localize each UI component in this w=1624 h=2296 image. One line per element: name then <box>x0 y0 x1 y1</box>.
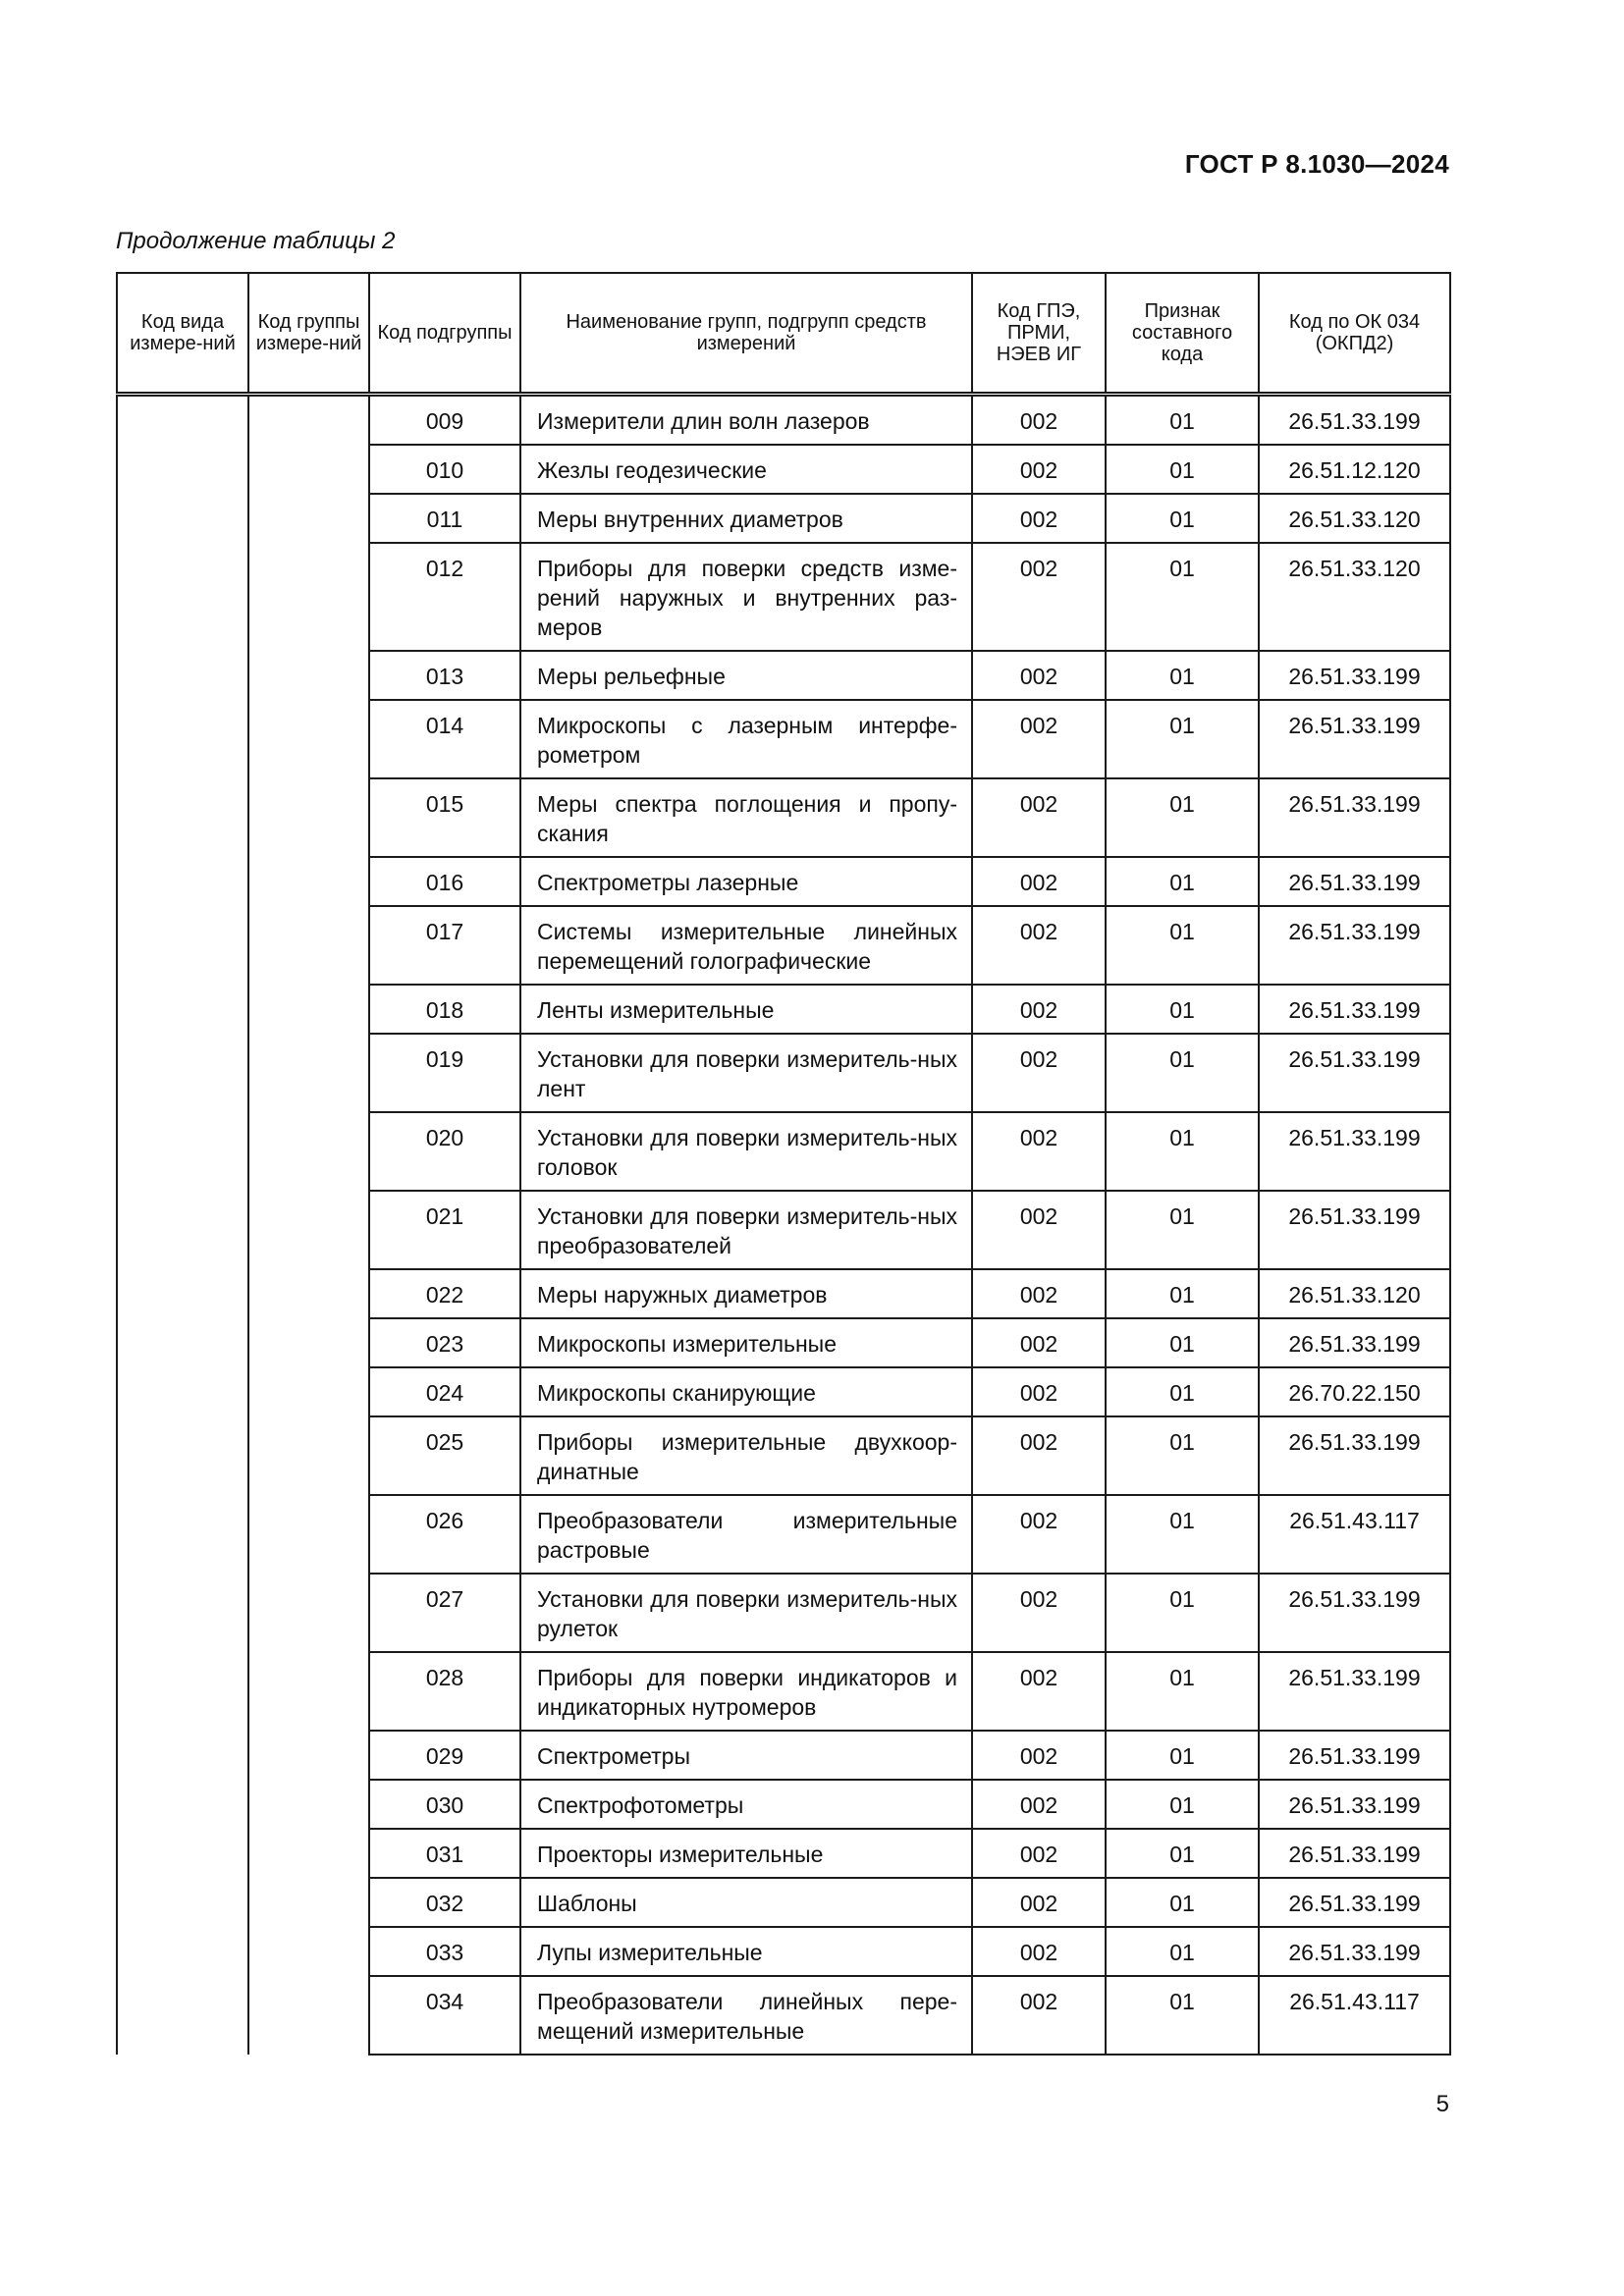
cell-composite-sign: 01 <box>1106 445 1259 494</box>
col-header-group: Код группы измере-ний <box>248 273 369 395</box>
cell-subgroup-code: 017 <box>369 906 520 985</box>
cell-okpd-code: 26.51.33.199 <box>1259 651 1450 700</box>
cell-name: Спектрометры <box>520 1731 972 1780</box>
cell-name: Шаблоны <box>520 1878 972 1927</box>
cell-okpd-code: 26.51.43.117 <box>1259 1976 1450 2055</box>
cell-okpd-code: 26.51.33.199 <box>1259 700 1450 778</box>
cell-composite-sign: 01 <box>1106 1416 1259 1495</box>
cell-name: Лупы измерительные <box>520 1927 972 1976</box>
cell-gpe-code: 002 <box>972 395 1106 446</box>
cell-gpe-code: 002 <box>972 651 1106 700</box>
cell-composite-sign: 01 <box>1106 543 1259 651</box>
cell-composite-sign: 01 <box>1106 1652 1259 1731</box>
cell-name: Установки для поверки измеритель-ных головок <box>520 1112 972 1191</box>
cell-group-merged <box>248 395 369 2056</box>
cell-name: Приборы измерительные двухкоор-динатные <box>520 1416 972 1495</box>
cell-okpd-code: 26.70.22.150 <box>1259 1367 1450 1416</box>
cell-name: Микроскопы сканирующие <box>520 1367 972 1416</box>
cell-composite-sign: 01 <box>1106 651 1259 700</box>
cell-name: Проекторы измерительные <box>520 1829 972 1878</box>
page-number: 5 <box>1435 2091 1449 2117</box>
table-caption: Продолжение таблицы 2 <box>116 228 396 254</box>
cell-subgroup-code: 026 <box>369 1495 520 1574</box>
cell-subgroup-code: 029 <box>369 1731 520 1780</box>
cell-okpd-code: 26.51.33.199 <box>1259 1927 1450 1976</box>
cell-name: Спектрометры лазерные <box>520 857 972 906</box>
cell-composite-sign: 01 <box>1106 494 1259 543</box>
cell-composite-sign: 01 <box>1106 1034 1259 1112</box>
cell-subgroup-code: 030 <box>369 1780 520 1829</box>
cell-name: Микроскопы измерительные <box>520 1318 972 1367</box>
cell-gpe-code: 002 <box>972 1416 1106 1495</box>
classification-table <box>116 272 1451 2056</box>
cell-gpe-code: 002 <box>972 1780 1106 1829</box>
cell-okpd-code: 26.51.33.199 <box>1259 1829 1450 1878</box>
cell-gpe-code: 002 <box>972 1034 1106 1112</box>
cell-subgroup-code: 018 <box>369 985 520 1034</box>
cell-okpd-code: 26.51.33.199 <box>1259 1318 1450 1367</box>
cell-subgroup-code: 019 <box>369 1034 520 1112</box>
cell-composite-sign: 01 <box>1106 778 1259 857</box>
col-header-okpd: Код по ОК 034 (ОКПД2) <box>1259 273 1450 395</box>
cell-composite-sign: 01 <box>1106 1829 1259 1878</box>
col-header-subgroup: Код подгруппы <box>369 273 520 395</box>
table-row <box>117 395 1450 446</box>
cell-subgroup-code: 025 <box>369 1416 520 1495</box>
col-header-sign: Признак составного кода <box>1106 273 1259 395</box>
cell-gpe-code: 002 <box>972 778 1106 857</box>
cell-composite-sign: 01 <box>1106 1927 1259 1976</box>
cell-subgroup-code: 011 <box>369 494 520 543</box>
cell-name: Установки для поверки измеритель-ных лент <box>520 1034 972 1112</box>
cell-gpe-code: 002 <box>972 1112 1106 1191</box>
cell-subgroup-code: 021 <box>369 1191 520 1269</box>
cell-subgroup-code: 010 <box>369 445 520 494</box>
cell-name: Измерители длин волн лазеров <box>520 395 972 446</box>
cell-subgroup-code: 022 <box>369 1269 520 1318</box>
cell-okpd-code: 26.51.33.199 <box>1259 1191 1450 1269</box>
cell-okpd-code: 26.51.33.199 <box>1259 1112 1450 1191</box>
cell-gpe-code: 002 <box>972 1191 1106 1269</box>
cell-gpe-code: 002 <box>972 1878 1106 1927</box>
cell-subgroup-code: 034 <box>369 1976 520 2055</box>
cell-subgroup-code: 014 <box>369 700 520 778</box>
cell-okpd-code: 26.51.33.199 <box>1259 778 1450 857</box>
cell-okpd-code: 26.51.33.120 <box>1259 494 1450 543</box>
cell-subgroup-code: 031 <box>369 1829 520 1878</box>
cell-subgroup-code: 032 <box>369 1878 520 1927</box>
cell-okpd-code: 26.51.33.199 <box>1259 906 1450 985</box>
cell-composite-sign: 01 <box>1106 1976 1259 2055</box>
cell-composite-sign: 01 <box>1106 1367 1259 1416</box>
cell-kind-merged <box>117 395 248 2056</box>
cell-subgroup-code: 016 <box>369 857 520 906</box>
cell-okpd-code: 26.51.33.199 <box>1259 857 1450 906</box>
cell-okpd-code: 26.51.33.199 <box>1259 1416 1450 1495</box>
cell-name: Преобразователи линейных пере-мещений измерительные <box>520 1976 972 2055</box>
cell-subgroup-code: 015 <box>369 778 520 857</box>
document-code: ГОСТ Р 8.1030—2024 <box>1184 149 1449 179</box>
cell-okpd-code: 26.51.33.199 <box>1259 1780 1450 1829</box>
cell-subgroup-code: 009 <box>369 395 520 446</box>
col-header-name: Наименование групп, подгрупп средств измерений <box>520 273 972 395</box>
cell-composite-sign: 01 <box>1106 1495 1259 1574</box>
cell-subgroup-code: 027 <box>369 1574 520 1652</box>
cell-subgroup-code: 013 <box>369 651 520 700</box>
cell-name: Жезлы геодезические <box>520 445 972 494</box>
cell-gpe-code: 002 <box>972 985 1106 1034</box>
cell-subgroup-code: 023 <box>369 1318 520 1367</box>
cell-gpe-code: 002 <box>972 1367 1106 1416</box>
cell-composite-sign: 01 <box>1106 857 1259 906</box>
cell-okpd-code: 26.51.33.199 <box>1259 1574 1450 1652</box>
cell-gpe-code: 002 <box>972 1495 1106 1574</box>
cell-name: Приборы для поверки средств изме-рений наружных и внутренних раз-меров <box>520 543 972 651</box>
cell-gpe-code: 002 <box>972 1652 1106 1731</box>
cell-gpe-code: 002 <box>972 1927 1106 1976</box>
cell-name: Меры наружных диаметров <box>520 1269 972 1318</box>
cell-name: Микроскопы с лазерным интерфе-рометром <box>520 700 972 778</box>
cell-okpd-code: 26.51.33.199 <box>1259 1034 1450 1112</box>
cell-name: Приборы для поверки индикаторов и индикаторных нутромеров <box>520 1652 972 1731</box>
cell-gpe-code: 002 <box>972 1574 1106 1652</box>
cell-okpd-code: 26.51.33.199 <box>1259 1878 1450 1927</box>
cell-name: Установки для поверки измеритель-ных преобразователей <box>520 1191 972 1269</box>
cell-composite-sign: 01 <box>1106 1878 1259 1927</box>
cell-okpd-code: 26.51.33.199 <box>1259 1652 1450 1731</box>
cell-composite-sign: 01 <box>1106 700 1259 778</box>
cell-gpe-code: 002 <box>972 1976 1106 2055</box>
cell-name: Преобразователи измерительные растровые <box>520 1495 972 1574</box>
cell-name: Меры внутренних диаметров <box>520 494 972 543</box>
cell-gpe-code: 002 <box>972 1829 1106 1878</box>
cell-subgroup-code: 012 <box>369 543 520 651</box>
col-header-gpe: Код ГПЭ, ПРМИ, НЭЕВ ИГ <box>972 273 1106 395</box>
cell-subgroup-code: 024 <box>369 1367 520 1416</box>
table-body <box>117 395 1450 2056</box>
cell-gpe-code: 002 <box>972 1731 1106 1780</box>
cell-composite-sign: 01 <box>1106 395 1259 446</box>
cell-composite-sign: 01 <box>1106 1191 1259 1269</box>
cell-name: Системы измерительные линейных перемещений голографические <box>520 906 972 985</box>
cell-gpe-code: 002 <box>972 445 1106 494</box>
cell-okpd-code: 26.51.43.117 <box>1259 1495 1450 1574</box>
cell-gpe-code: 002 <box>972 1269 1106 1318</box>
col-header-kind: Код вида измере-ний <box>117 273 248 395</box>
cell-gpe-code: 002 <box>972 906 1106 985</box>
cell-subgroup-code: 020 <box>369 1112 520 1191</box>
cell-okpd-code: 26.51.33.199 <box>1259 1731 1450 1780</box>
cell-okpd-code: 26.51.33.199 <box>1259 985 1450 1034</box>
cell-okpd-code: 26.51.33.199 <box>1259 395 1450 446</box>
cell-gpe-code: 002 <box>972 543 1106 651</box>
cell-composite-sign: 01 <box>1106 1112 1259 1191</box>
cell-composite-sign: 01 <box>1106 1574 1259 1652</box>
cell-name: Меры рельефные <box>520 651 972 700</box>
cell-gpe-code: 002 <box>972 857 1106 906</box>
cell-composite-sign: 01 <box>1106 906 1259 985</box>
cell-name: Установки для поверки измеритель-ных рулеток <box>520 1574 972 1652</box>
cell-composite-sign: 01 <box>1106 985 1259 1034</box>
cell-okpd-code: 26.51.33.120 <box>1259 1269 1450 1318</box>
cell-okpd-code: 26.51.33.120 <box>1259 543 1450 651</box>
table-header-row <box>117 273 1450 395</box>
cell-subgroup-code: 028 <box>369 1652 520 1731</box>
cell-name: Меры спектра поглощения и пропу-скания <box>520 778 972 857</box>
cell-gpe-code: 002 <box>972 1318 1106 1367</box>
cell-composite-sign: 01 <box>1106 1780 1259 1829</box>
cell-gpe-code: 002 <box>972 700 1106 778</box>
cell-subgroup-code: 033 <box>369 1927 520 1976</box>
cell-composite-sign: 01 <box>1106 1731 1259 1780</box>
cell-name: Спектрофотометры <box>520 1780 972 1829</box>
cell-okpd-code: 26.51.12.120 <box>1259 445 1450 494</box>
cell-composite-sign: 01 <box>1106 1269 1259 1318</box>
cell-name: Ленты измерительные <box>520 985 972 1034</box>
cell-composite-sign: 01 <box>1106 1318 1259 1367</box>
cell-gpe-code: 002 <box>972 494 1106 543</box>
